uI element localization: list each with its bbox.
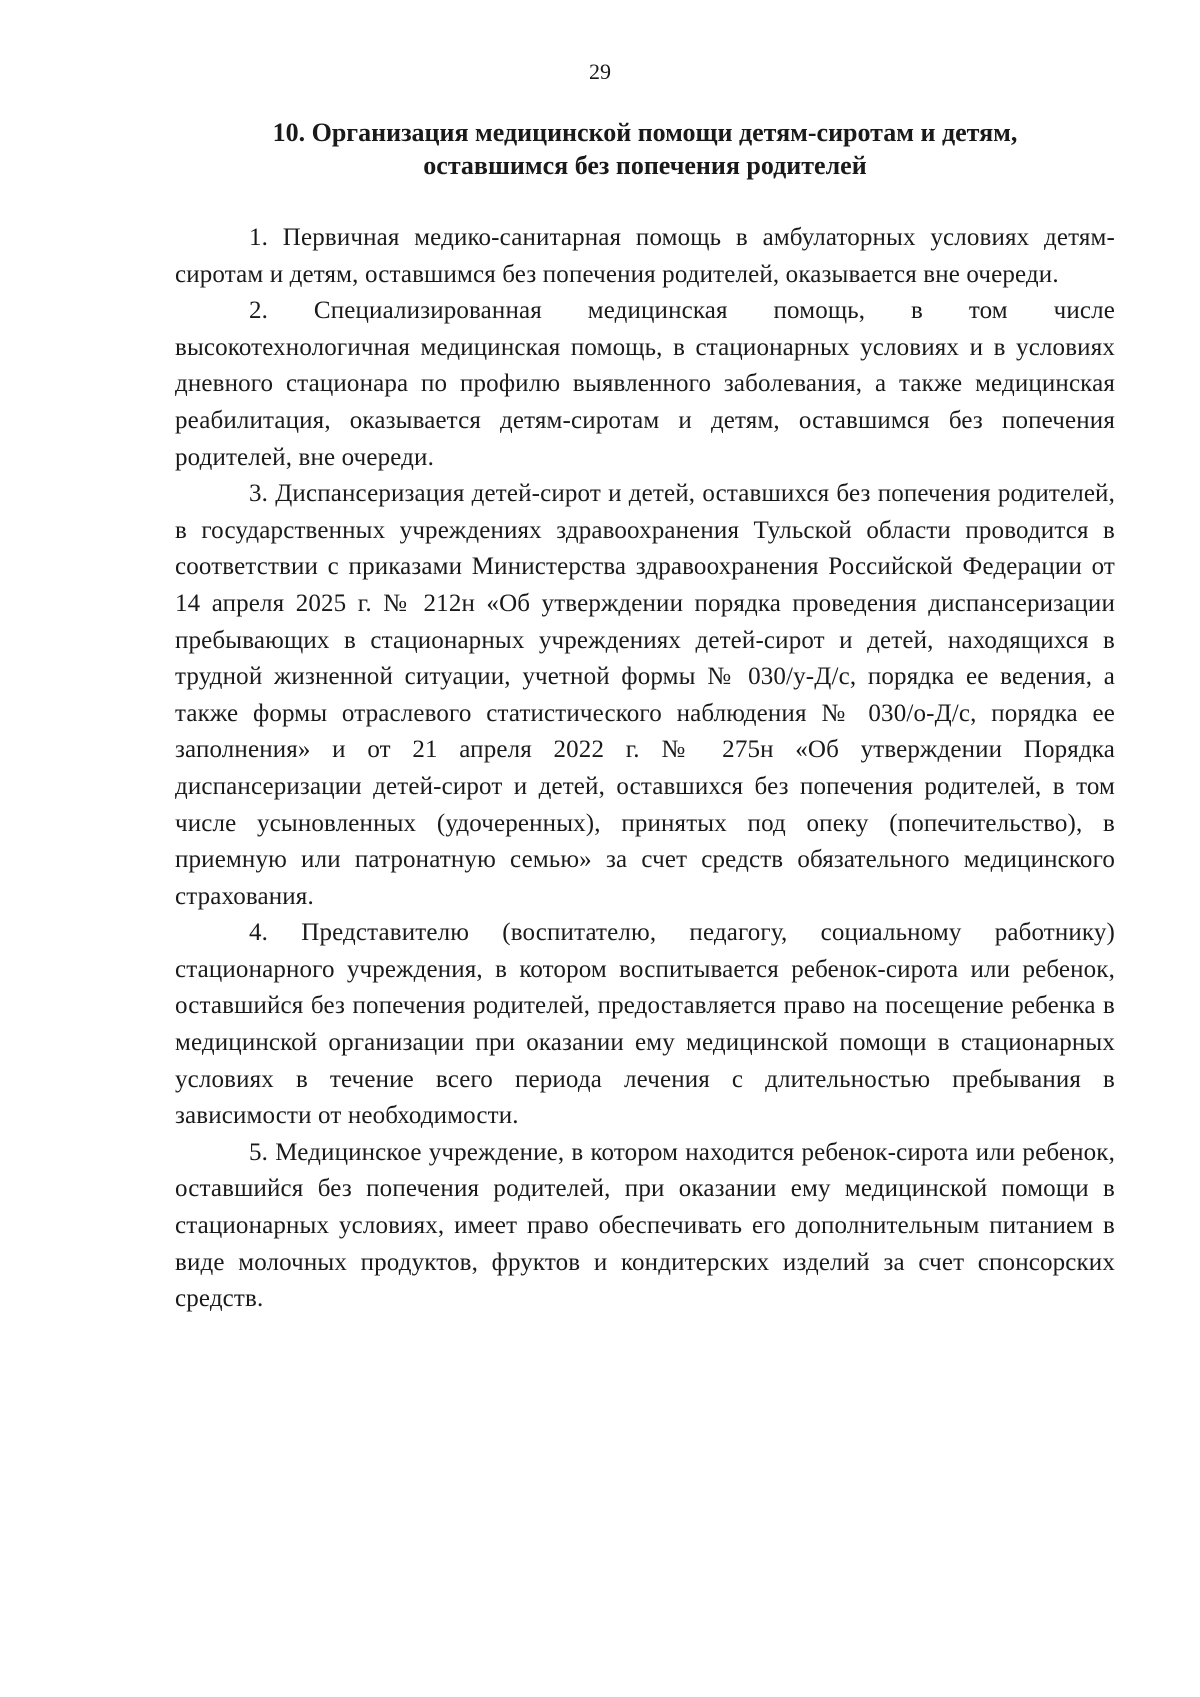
paragraph-2: 2. Специализированная медицинская помощь, в том числе высокотехнологичная медицинская помощь, в стационарных условиях и в условиях дневного стационара по профилю выявленного заболевания, а также медицинская реабилитация, оказывается детям-сиротам и детям, оставшимся без попечения родителей, вне очереди.	[175, 297, 1115, 471]
section-heading-line-2: оставшимся без попечения родителей	[423, 151, 867, 180]
paragraph-1: 1. Первичная медико-санитарная помощь в амбулаторных условиях детям-сиротам и детям, оставшимся без попечения родителей, оказывается вне очереди.	[175, 224, 1115, 288]
section-heading	[175, 116, 1115, 182]
paragraph-5: 5. Медицинское учреждение, в котором находится ребенок-сирота или ребенок, оставшийся без попечения родителей, при оказании ему медицинской помощи в стационарных условиях, имеет право обеспечивать его дополнительным питанием в виде молочных продуктов, фруктов и кондитерских изделий за счет спонсорских средств.	[175, 1138, 1115, 1313]
section-heading-line-1: 10. Организация медицинской помощи детям-сиротам и детям,	[272, 118, 1018, 147]
document-body	[175, 220, 1115, 1318]
paragraph-4: 4. Представителю (воспитателю, педагогу, социальному работнику) стационарного учреждения, в котором воспитывается ребенок-сирота или ребенок, оставшийся без попечения родителей, предоставляется право на посещение ребенка в медицинской организации при оказании ему медицинской помощи в стационарных условиях в течение всего периода лечения с длительностью пребывания в зависимости от необходимости.	[175, 919, 1115, 1130]
paragraph-3: 3. Диспансеризация детей-сирот и детей, оставшихся без попечения родителей, в государственных учреждениях здравоохранения Тульской области проводится в соответствии с приказами Министерства здравоохранения Российской Федерации от 14 апреля 2025 г. № 212н «Об утверждении порядка проведения диспансеризации пребывающих в стационарных учреждениях детей-сирот и детей, находящихся в трудной жизненной ситуации, учетной формы № 030/у-Д/с, порядка ее ведения, а также формы отраслевого статистического наблюдения № 030/о-Д/с, порядка ее заполнения» и от 21 апреля 2022 г. № 275н «Об утверждении Порядка диспансеризации детей-сирот и детей, оставшихся без попечения родителей, в том числе усыновленных (удочеренных), принятых под опеку (попечительство), в приемную или патронатную семью» за счет средств обязательного медицинского страхования.	[175, 480, 1115, 910]
page-number: 29	[589, 59, 611, 84]
